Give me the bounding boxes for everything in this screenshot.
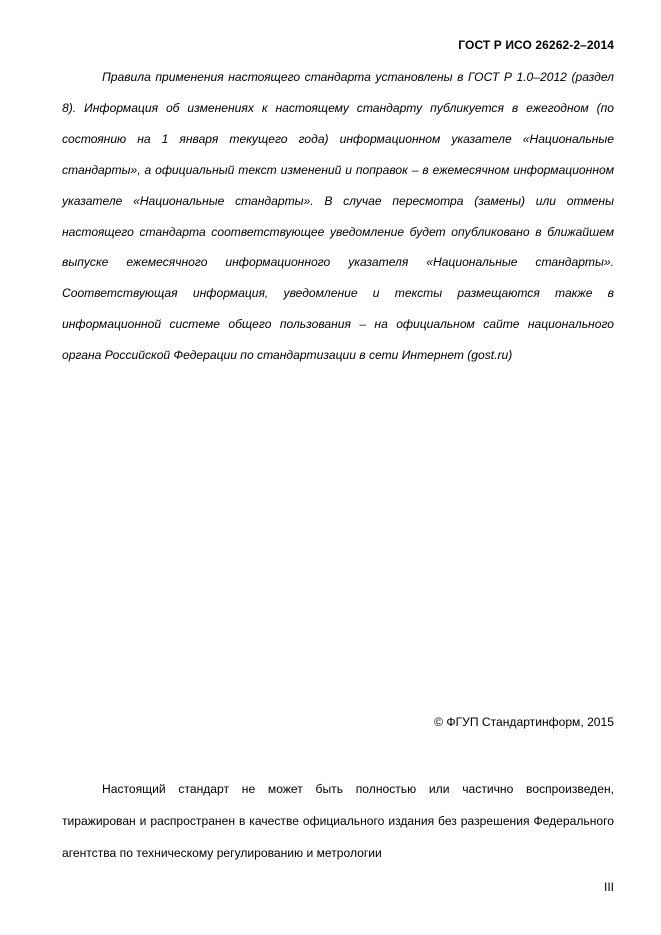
document-header-code: ГОСТ Р ИСО 26262-2–2014	[458, 38, 614, 52]
rights-paragraph: Настоящий стандарт не может быть полностью или частично воспроизведен, тиражирован и распространен в качестве официального издания без разрешения Федерального агентства по техническому регулированию и метрологии	[62, 782, 614, 860]
page-number: III	[603, 880, 614, 894]
copyright-line: © ФГУП Стандартинформ, 2015	[434, 715, 614, 729]
notice-paragraph: Правила применения настоящего стандарта установлены в ГОСТ Р 1.0–2012 (раздел 8). Информация об изменениях к настоящему стандарту публикуется в ежегодном (по состоянию на 1 января текущего года) информационном указателе «Национальные стандарты», а официальный текст изменений и поправок – в ежемесячном информационном указателе «Национальные стандарты». В случае пересмотра (замены) или отмены настоящего стандарта соответствующее уведомление будет опубликовано в ближайшем выпуске ежемесячного информационного указателя «Национальные стандарты». Соответствующая информация, уведомление и тексты размещаются также в информационной системе общего пользования – на официальном сайте национального органа Российской Федерации по стандартизации в сети Интернет (gost.ru)	[62, 70, 614, 363]
